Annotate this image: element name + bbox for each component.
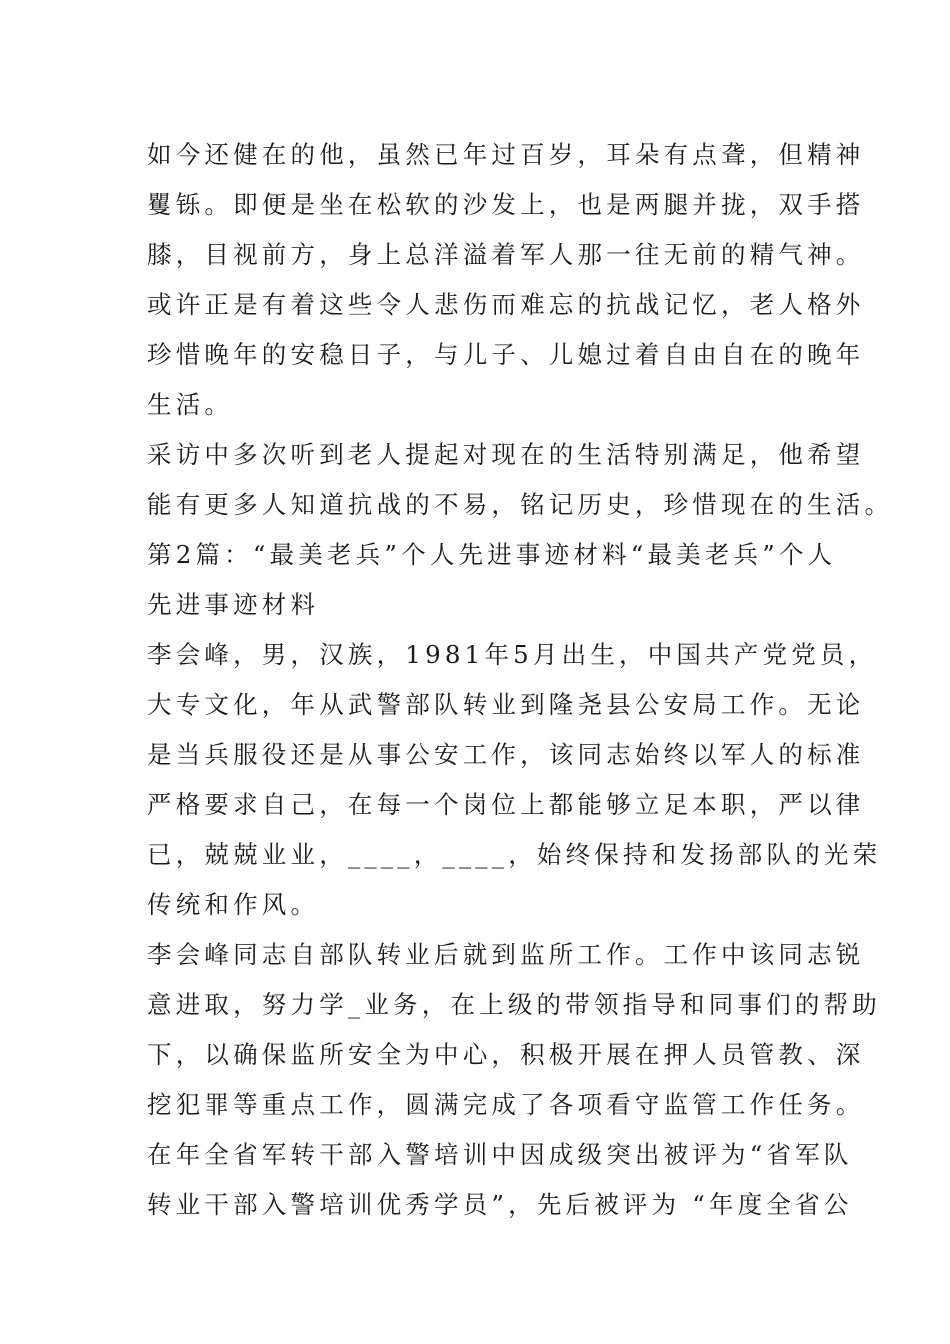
body-text xyxy=(147,130,894,1230)
section-heading-line: 第2篇：“最美老兵”个人先进事迹材料“最美老兵”个人 xyxy=(147,540,837,569)
text-line: 采访中多次听到老人提起对现在的生活特别满足，他希望 xyxy=(147,440,865,469)
text-line: 膝，目视前方，身上总洋溢着军人那一往无前的精气神。 xyxy=(147,240,865,269)
text-line: 或许正是有着这些令人悲伤而难忘的抗战记忆，老人格外 xyxy=(147,290,865,319)
text-line: 在年全省军转干部入警培训中因成级突出被评为“省军队 xyxy=(147,1140,853,1169)
text-line: 挖犯罪等重点工作，圆满完成了各项看守监管工作任务。 xyxy=(147,1090,865,1119)
text-line: 转业干部入警培训优秀学员”，先后被评为 “年度全省公 xyxy=(147,1190,853,1219)
text-line: 严格要求自己，在每一个岗位上都能够立足本职，严以律 xyxy=(147,790,865,819)
text-line: 意进取，努力学_业务，在上级的带领指导和同事们的帮助 xyxy=(147,990,881,1019)
text-line: 矍铄。即便是坐在松软的沙发上，也是两腿并拢，双手搭 xyxy=(147,190,865,219)
text-line: 是当兵服役还是从事公安工作，该同志始终以军人的标准 xyxy=(147,740,865,769)
text-line: 传统和作风。 xyxy=(147,890,320,919)
text-line: 下，以确保监所安全为中心，积极开展在押人员管教、深 xyxy=(147,1040,865,1069)
text-line: 珍惜晚年的安稳日子，与儿子、儿媳过着自由自在的晚年 xyxy=(147,340,865,369)
text-line: 如今还健在的他，虽然已年过百岁，耳朵有点聋，但精神 xyxy=(147,140,865,169)
text-line: 已，兢兢业业，____，____，始终保持和发扬部队的光荣 xyxy=(147,840,882,869)
text-line: 生活。 xyxy=(147,390,234,419)
text-line: 李会峰，男，汉族，1981年5月出生，中国共产党党员， xyxy=(147,640,878,669)
text-line: 李会峰同志自部队转业后就到监所工作。工作中该同志锐 xyxy=(147,940,865,969)
section-heading-line: 先进事迹材料 xyxy=(147,590,320,619)
text-line: 大专文化，年从武警部队转业到隆尧县公安局工作。无论 xyxy=(147,690,865,719)
text-line: 能有更多人知道抗战的不易，铭记历史，珍惜现在的生活。 xyxy=(147,490,894,519)
